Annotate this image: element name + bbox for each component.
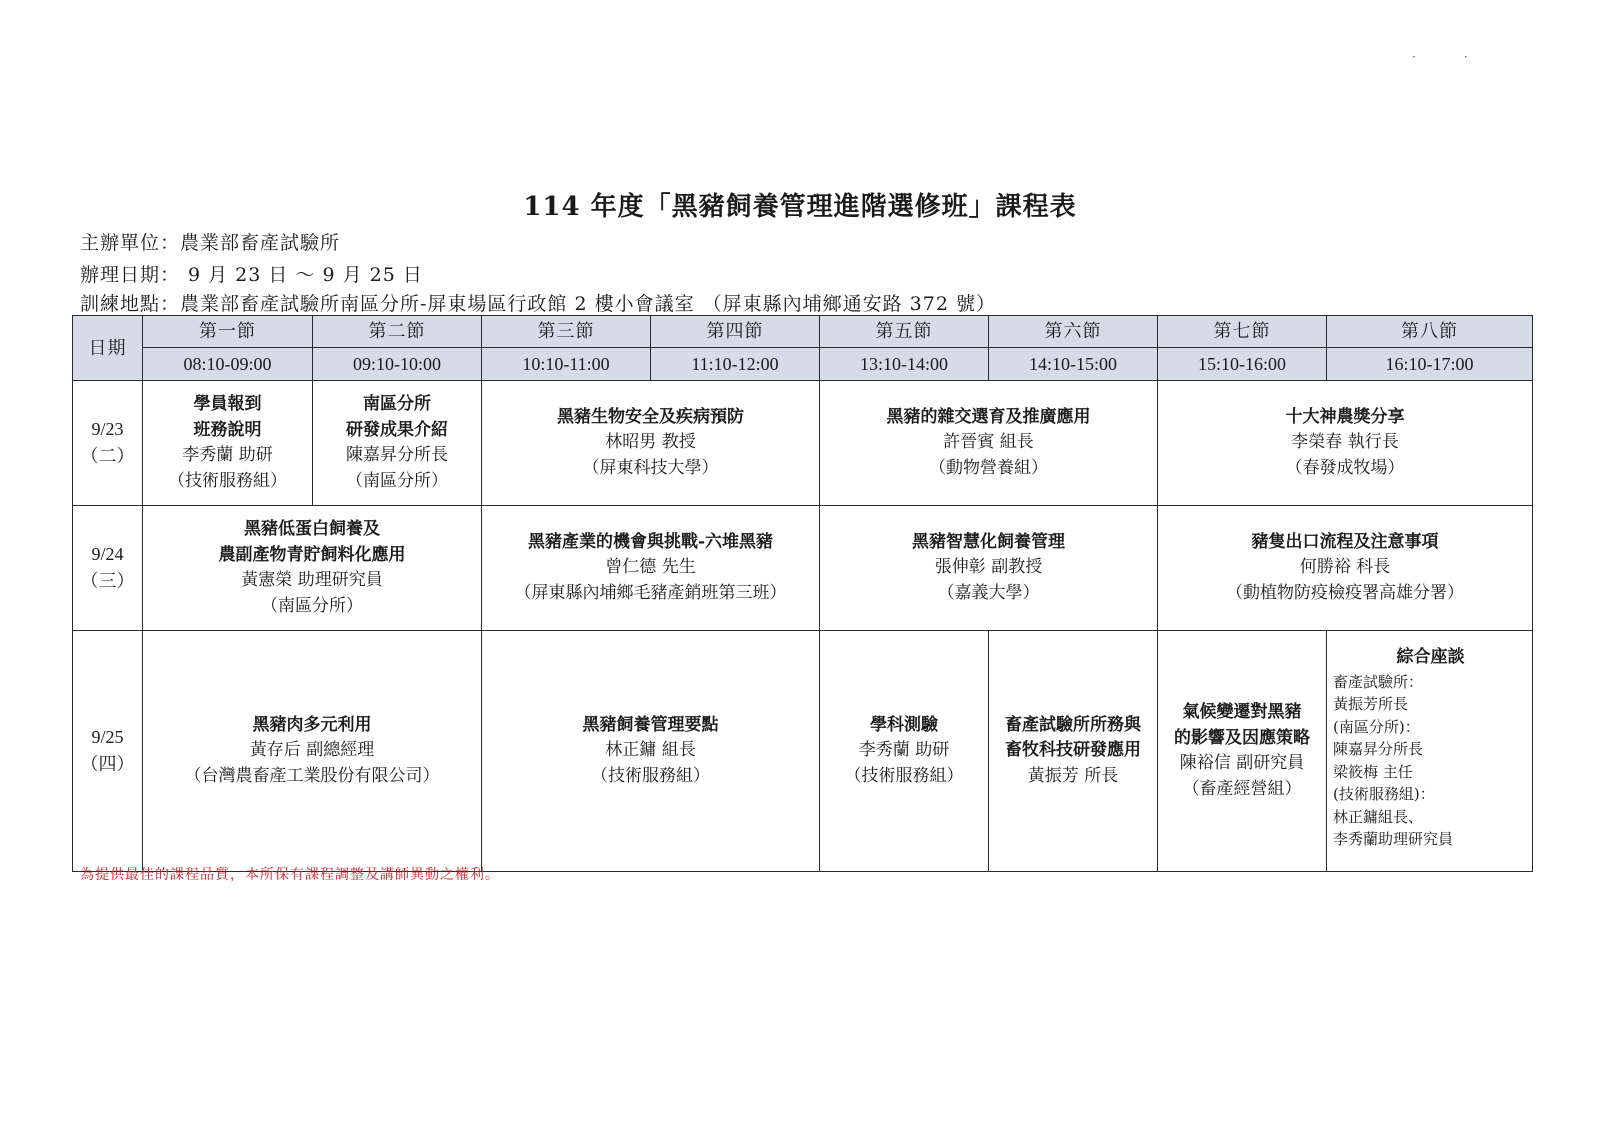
- day-weekday: （四）: [80, 754, 135, 774]
- session-cell: [820, 381, 1158, 506]
- period-label: 第五節: [820, 316, 989, 348]
- period-time: 13:10-14:00: [820, 348, 989, 381]
- session-speaker: 陳嘉昇分所長: [346, 445, 448, 465]
- session-title: 畜牧科技研發應用: [1005, 740, 1141, 761]
- period-label: 第三節: [482, 316, 651, 348]
- day-row: [73, 506, 1533, 631]
- venue-label: 訓練地點：: [80, 293, 181, 315]
- session-unit: （春發成牧場）: [1285, 457, 1405, 478]
- session-cell: [1158, 631, 1327, 872]
- session-cell: [1158, 381, 1533, 506]
- period-time: 14:10-15:00: [989, 348, 1158, 381]
- session-speaker: 何勝裕 科長: [1299, 557, 1391, 578]
- session-speaker: 李秀蘭 助研: [182, 445, 273, 465]
- day-row: [73, 381, 1533, 506]
- period-label: 第四節: [651, 316, 820, 348]
- date-header: 日期: [73, 316, 143, 381]
- session-title: 南區分所: [363, 394, 431, 414]
- panel-line: 梁筱梅 主任: [1333, 762, 1413, 781]
- period-label: 第六節: [989, 316, 1158, 348]
- period-label: 第八節: [1327, 316, 1533, 348]
- period-time: 16:10-17:00: [1327, 348, 1533, 381]
- panel-line: 林正鏞組長、: [1333, 807, 1424, 826]
- date-label: 辦理日期：: [80, 264, 181, 286]
- session-title: 畜產試驗所所務與: [1005, 714, 1141, 735]
- period-label: 第一節: [143, 316, 313, 348]
- panel-line: 陳嘉昇分所長: [1333, 740, 1424, 758]
- session-title: 綜合座談: [1396, 647, 1465, 667]
- day-date: 9/23: [91, 419, 124, 439]
- organizer-label: 主辦單位：: [80, 232, 181, 254]
- session-title: 學員報到: [193, 394, 262, 414]
- panel-line: (南區分所)：: [1333, 717, 1420, 736]
- session-unit: （嘉義大學）: [937, 582, 1040, 603]
- session-cell: [820, 631, 989, 872]
- session-title: 黑豬生物安全及疾病預防: [557, 406, 744, 427]
- session-unit: （屏東科技大學）: [582, 457, 719, 478]
- date-value: 9 月 23 日 ～ 9 月 25 日: [188, 264, 423, 286]
- session-title: 研發成果介紹: [346, 419, 448, 440]
- session-cell: [143, 631, 482, 872]
- panel-line: 黃振芳所長: [1333, 695, 1409, 713]
- venue-address: （屏東縣內埔鄉通安路 372 號）: [702, 293, 996, 315]
- period-time: 08:10-09:00: [143, 348, 313, 381]
- session-unit: （技術服務組）: [168, 470, 287, 491]
- schedule-table: [72, 315, 1533, 872]
- session-unit: （畜產經營組）: [1182, 778, 1302, 799]
- day-date-cell: [73, 506, 143, 631]
- venue-line: [80, 289, 996, 316]
- day-date: 9/24: [91, 544, 124, 564]
- session-cell: [482, 631, 820, 872]
- session-unit: （技術服務組）: [844, 765, 964, 786]
- period-header-row: [73, 316, 1533, 348]
- session-cell: [313, 381, 482, 506]
- organizer-value: 農業部畜產試驗所: [180, 232, 341, 254]
- day-date-cell: [73, 631, 143, 872]
- period-time: 15:10-16:00: [1158, 348, 1327, 381]
- session-title: 班務說明: [193, 419, 262, 440]
- session-speaker: 張伸彰 副教授: [934, 557, 1043, 578]
- session-title: 氣候變遷對黑豬: [1182, 702, 1302, 722]
- session-unit: （屏東縣內埔鄉毛豬產銷班第三班）: [514, 582, 787, 603]
- day-date-cell: [73, 381, 143, 506]
- session-cell: [989, 631, 1158, 872]
- session-title: 黑豬產業的機會與挑戰-六堆黑豬: [527, 531, 774, 552]
- period-label: 第二節: [313, 316, 482, 348]
- session-speaker: 黃振芳 所長: [1027, 765, 1119, 786]
- session-unit: （南區分所）: [346, 470, 448, 491]
- session-unit: （動物營養組）: [929, 457, 1048, 478]
- session-speaker: 許晉賓 組長: [943, 432, 1034, 453]
- session-title: 黑豬智慧化飼養管理: [912, 531, 1065, 552]
- day-date: 9/25: [91, 727, 124, 747]
- panel-discussion-cell: [1327, 631, 1533, 872]
- session-speaker: 林昭男 教授: [605, 432, 696, 453]
- session-title: 黑豬低蛋白飼養及: [244, 519, 380, 539]
- period-label: 第七節: [1158, 316, 1327, 348]
- period-time: 09:10-10:00: [313, 348, 482, 381]
- session-title: 黑豬飼養管理要點: [582, 714, 719, 735]
- session-speaker: 李秀蘭 助研: [858, 740, 950, 761]
- session-unit: （台灣農畜產工業股份有限公司）: [184, 765, 440, 786]
- session-title: 十大神農獎分享: [1285, 406, 1405, 427]
- footnote: 為提供最佳的課程品質，本所保有課程調整及講師異動之權利。: [80, 867, 500, 883]
- scan-marks: ··: [1412, 50, 1516, 64]
- period-time: 10:10-11:00: [482, 348, 651, 381]
- session-speaker: 黃存后 副總經理: [249, 740, 375, 761]
- day-row: [73, 631, 1533, 872]
- panel-line: 畜產試驗所：: [1333, 672, 1424, 691]
- session-unit: （技術服務組）: [591, 765, 710, 786]
- session-speaker: 曾仁德 先生: [605, 557, 696, 578]
- session-speaker: 李榮春 執行長: [1291, 432, 1399, 453]
- session-cell: [143, 506, 482, 631]
- date-line: [80, 260, 423, 287]
- session-cell: [482, 506, 820, 631]
- session-cell: [143, 381, 313, 506]
- session-title: 豬隻出口流程及注意事項: [1251, 531, 1439, 552]
- session-title: 黑豬肉多元利用: [252, 714, 372, 735]
- period-time: 11:10-12:00: [651, 348, 820, 381]
- time-header-row: [73, 348, 1533, 381]
- session-title: 的影響及因應策略: [1174, 727, 1310, 748]
- session-title: 農副產物青貯飼料化應用: [218, 544, 406, 565]
- session-cell: [482, 381, 820, 506]
- session-speaker: 陳裕信 副研究員: [1179, 753, 1305, 773]
- session-speaker: 黃憲榮 助理研究員: [241, 570, 383, 590]
- day-weekday: （三）: [80, 571, 135, 591]
- session-cell: [820, 506, 1158, 631]
- panel-line: (技術服務組)：: [1333, 785, 1435, 803]
- session-title: 學科測驗: [870, 714, 938, 735]
- panel-line: 李秀蘭助理研究員: [1333, 830, 1454, 848]
- session-title: 黑豬的雜交選育及推廣應用: [886, 406, 1091, 427]
- session-unit: （南區分所）: [261, 595, 363, 616]
- session-cell: [1158, 506, 1533, 631]
- session-speaker: 林正鏞 組長: [605, 740, 696, 761]
- day-weekday: （二）: [80, 446, 135, 466]
- session-unit: （動植物防疫檢疫署高雄分署）: [1226, 582, 1464, 603]
- venue-value: 農業部畜產試驗所南區分所-屏東場區行政館 2 樓小會議室: [180, 293, 695, 315]
- organizer-line: [80, 228, 340, 255]
- page-title: 114 年度「黑豬飼養管理進階選修班」課程表: [523, 192, 1077, 222]
